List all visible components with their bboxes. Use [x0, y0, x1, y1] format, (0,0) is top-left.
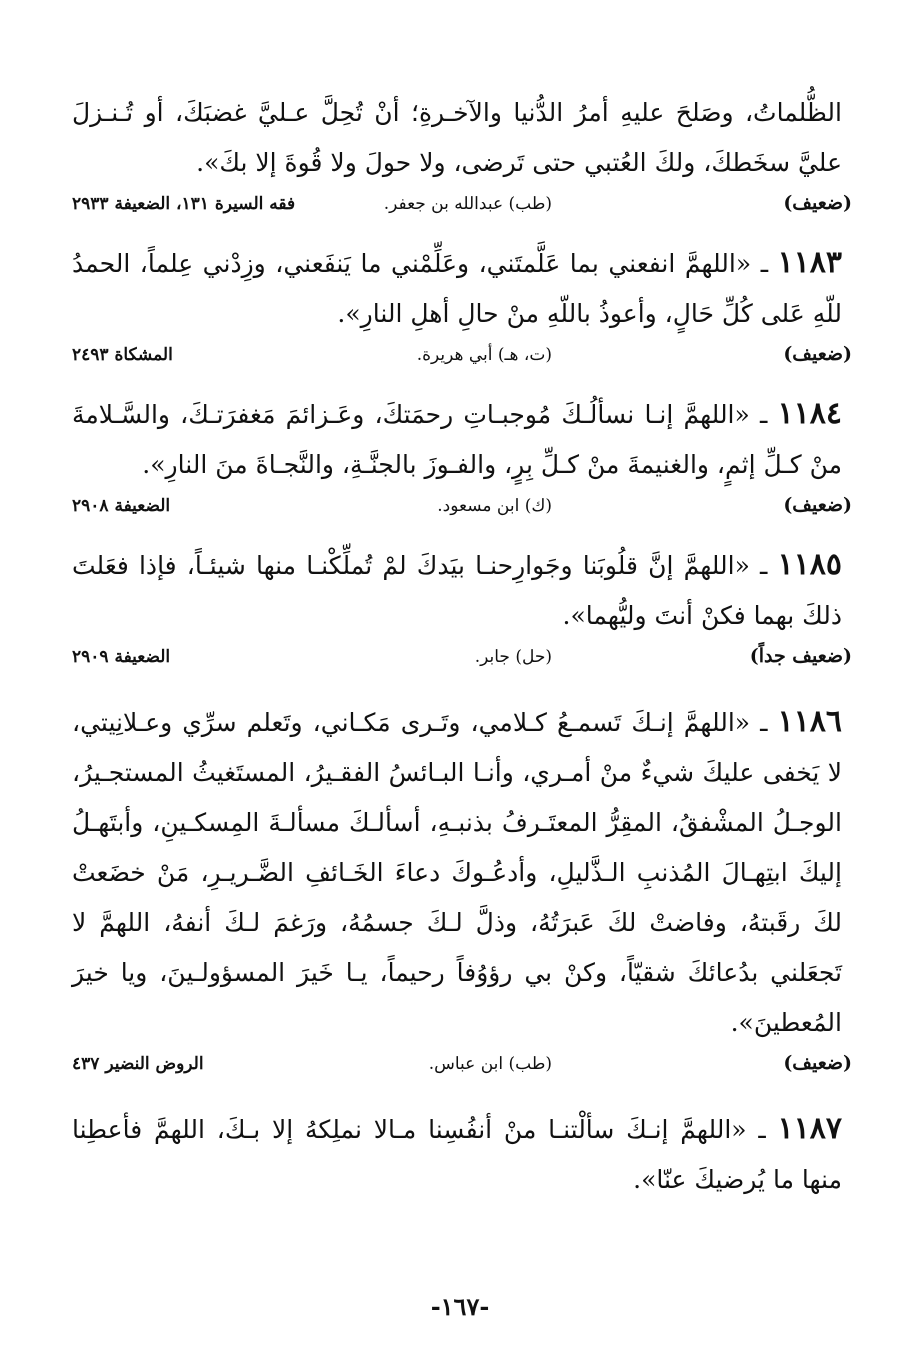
reference-label: الضعيفة ٢٩٠٩: [72, 647, 171, 667]
entry-number: ١١٨٧: [777, 1111, 842, 1146]
hadith-entry: [72, 238, 842, 339]
grade-line: [72, 643, 852, 683]
dash: ـ: [758, 1115, 766, 1144]
grade-line: [72, 341, 852, 381]
entry-text: «اللهمَّ انفعني بما عَلَّمتَني، وعَلِّمْني ما يَنفَعني، وزِدْني عِلماً، الحمدُ للّهِ عَلى كُلِّ حَالٍ، وأعوذُ باللّهِ منْ حالِ أهلِ النارِ».: [72, 249, 842, 328]
entry-number: ١١٨٥: [777, 547, 842, 582]
reference-label: الضعيفة ٢٩٠٨: [72, 496, 171, 516]
continuation-text: الظُّلماتُ، وصَلحَ عليهِ أمرُ الدُّنيا والآخـرةِ؛ أنْ تُحِلَّ عـليَّ غضبَكَ، أو تُـنـزلَ عليَّ سخَطكَ، ولكَ العُتبي حتى تَرضى، ولا حولَ ولا قُوةَ إلا بكَ».: [72, 98, 842, 177]
grade-label: (ضعيف): [783, 192, 852, 214]
entry-text: «اللهمَّ إنـكَ تَسمـعُ كـلامي، وتَـرى مَكـاني، وتَعلم سرِّي وعـلانِيتي، لا يَخفى عليكَ شيءٌ منْ أمـري، وأنـا البـائسُ الفقـيرُ، المستَغيثُ المستجـيرُ، الوجـلُ المشْفقُ، المقِرُّ المعتَـرفُ بذنبـهِ، أسألـكَ مسألـةَ المِسكـينِ، وأبتَهـلُ إليكَ ابتِهـالَ المُذنبِ الـذَّليلِ، وأدعُـوكَ دعاءَ الخَـائفِ الضَّـريـرِ، مَنْ خضَعتْ لكَ رقَبتهُ، وفاضتْ لكَ عَبرَتُهُ، وذلَّ لـكَ جسمُهُ، ورَغمَ لـكَ أنفهُ، اللهمَّ لا تَجعَلني بدُعائكَ شقيّاً، وكنْ بي رؤوُفاً رحيماً، يـا خَيرَ المسؤولـينَ، ويا خيرَ المُعطينَ».: [72, 708, 842, 1037]
source-label: (طب) ابن عباس.: [428, 1054, 552, 1074]
reference-label: فقه السيرة ١٣١، الضعيفة ٢٩٣٣: [72, 194, 296, 214]
source-label: (حل) جابر.: [474, 647, 552, 667]
grade-line: [72, 1050, 852, 1090]
source-label: (ت، هـ) أبي هريرة.: [416, 345, 552, 365]
hadith-entry: [72, 1104, 842, 1205]
hadith-entry: [72, 697, 842, 1048]
grade-label: (ضعيف): [783, 343, 852, 365]
source-label: (ك) ابن مسعود.: [437, 496, 552, 516]
hadith-entry: [72, 389, 842, 490]
source-label: (طب) عبدالله بن جعفر.: [383, 194, 552, 214]
grade-line: [72, 190, 852, 230]
reference-label: الروض النضير ٤٣٧: [72, 1054, 204, 1074]
reference-label: المشكاة ٢٤٩٣: [72, 345, 173, 365]
entry-number: ١١٨٤: [777, 396, 842, 431]
entry-number: ١١٨٣: [777, 245, 842, 280]
grade-label: (ضعيف): [783, 1052, 852, 1074]
dash: ـ: [760, 708, 768, 737]
dash: ـ: [760, 551, 768, 580]
grade-label: (ضعيف): [783, 494, 852, 516]
entry-number: ١١٨٦: [777, 704, 842, 739]
dash: ـ: [760, 249, 769, 278]
entry-text: «اللهمَّ إنـا نسألُـكَ مُوجبـاتِ رحمَتكَ، وعَـزائمَ مَغفرَتـكَ، والسَّـلامةَ منْ كـلِّ إثمٍ، والغنيمةَ منْ كـلِّ بِرٍ، والفـوزَ بالجنَّـةِ، والنَّجـاةَ منَ النارِ».: [72, 400, 842, 479]
hadith-entry: [72, 540, 842, 641]
entry-text: «اللهمَّ إنَّ قلُوبَنا وجَوارِحنـا بيَدكَ لمْ تُملِّكْنـا منها شيئـاً، فإذا فعَلتَ ذلكَ بهما فكنْ أنتَ وليُّهما».: [72, 551, 842, 630]
dash: ـ: [760, 400, 768, 429]
entry-text: «اللهمَّ إنـكَ سألْتنـا منْ أنفُسِنا مـالا نملِكهُ إلا بـكَ، اللهمَّ فأعطِنا منها ما يُرضيكَ عنّا».: [72, 1115, 842, 1194]
grade-label: (ضعيف جداً): [749, 645, 852, 667]
page-number: -١٦٧-: [430, 1292, 490, 1321]
grade-line: [72, 492, 852, 532]
